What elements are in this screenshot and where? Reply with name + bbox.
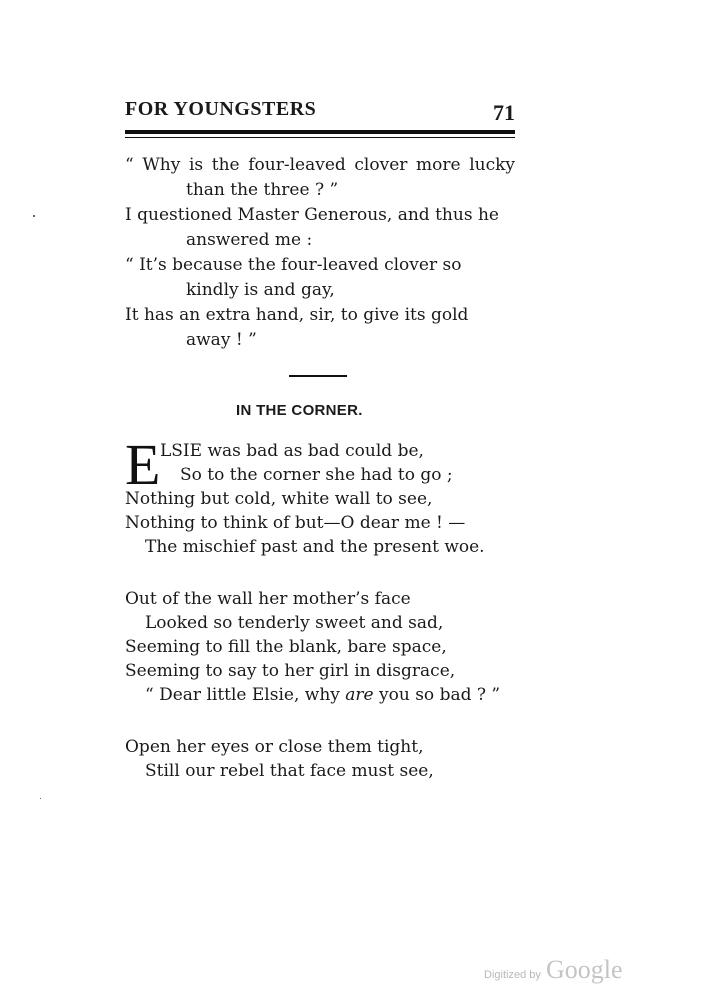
poem-title: IN THE CORNER.	[236, 402, 363, 419]
poem-line: Open her eyes or close them tight,	[125, 737, 424, 757]
poem-line: Seeming to say to her girl in disgrace,	[125, 661, 456, 681]
poem-line: LSIE was bad as bad could be,	[160, 441, 424, 461]
scan-speck	[40, 798, 41, 799]
section-divider	[289, 375, 347, 377]
poem-line: answered me :	[186, 230, 313, 250]
watermark-prefix: Digitized by	[484, 969, 541, 981]
poem-line: So to the corner she had to go ;	[180, 465, 453, 485]
poem-line-text: “ Dear little Elsie, why	[145, 685, 340, 705]
poem-word: more	[416, 155, 461, 175]
poem-word: the	[211, 155, 240, 175]
poem-word: clover	[354, 155, 408, 175]
poem-line-text: you so bad ? ”	[379, 685, 501, 705]
poem-line	[145, 684, 500, 706]
poem-line: Still our rebel that face must see,	[145, 761, 434, 781]
poem-line: I questioned Master Generous, and thus he	[125, 205, 499, 225]
scan-speck	[33, 215, 35, 217]
page-number: 71	[493, 100, 515, 125]
poem-line: It has an extra hand, sir, to give its gold	[125, 305, 469, 325]
poem-word: Why	[142, 155, 181, 175]
digitized-watermark	[484, 955, 623, 985]
poem-line: The mischief past and the present woe.	[145, 537, 485, 557]
poem-line	[125, 154, 515, 176]
poem-line: Nothing but cold, white wall to see,	[125, 489, 433, 509]
header-rule-thick	[125, 130, 515, 134]
emphasized-word: are	[345, 685, 374, 705]
poem-line: Seeming to fill the blank, bare space,	[125, 637, 447, 657]
drop-cap: E	[125, 432, 161, 497]
poem-word: four-leaved	[248, 155, 346, 175]
poem-line: Out of the wall her mother’s face	[125, 589, 411, 609]
poem-line: Looked so tenderly sweet and sad,	[145, 613, 444, 633]
poem-line: away ! ”	[186, 330, 257, 350]
header-rule-thin	[125, 137, 515, 138]
running-header-title: FOR YOUNGSTERS	[125, 98, 317, 120]
poem-line: than the three ? ”	[186, 180, 339, 200]
poem-line: Nothing to think of but—O dear me ! —	[125, 513, 466, 533]
poem-line: kindly is and gay,	[186, 280, 335, 300]
poem-word: lucky	[469, 155, 515, 175]
poem-word: “	[125, 155, 134, 175]
google-logo: Google	[545, 955, 623, 984]
poem-word: is	[188, 155, 204, 175]
poem-line: “ It’s because the four-leaved clover so	[125, 255, 462, 275]
